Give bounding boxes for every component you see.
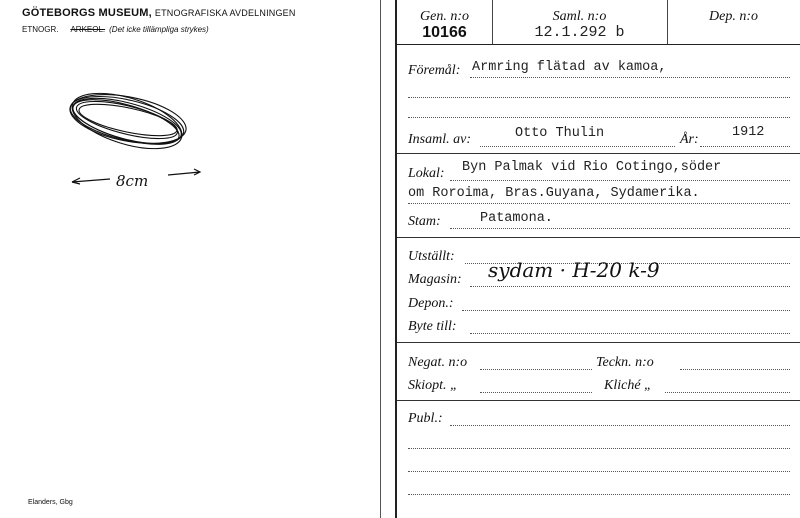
fold-line [380,0,381,518]
scale-label: 8cm [116,172,149,190]
stam-line [450,228,790,229]
gen-label: Gen. n:o [420,9,469,24]
museum-heading [22,7,296,19]
lokal-label: Lokal: [408,166,445,181]
ar-label: År: [680,132,699,147]
teckn-label: Teckn. n:o [596,355,654,370]
foremal-line [470,77,790,78]
ar-value: 1912 [732,125,765,140]
foremal-line-3 [408,117,790,118]
saml-cell [492,0,667,44]
arkeol-label: ARKEOL. [70,25,106,34]
kliche-line [665,392,790,393]
museum-name: GÖTEBORGS MUSEUM, [22,7,152,19]
negat-line [480,369,592,370]
saml-label: Saml. n:o [552,9,607,24]
publ-line-3 [408,471,790,472]
magasin-label: Magasin: [408,272,462,287]
publ-line-4 [408,494,790,495]
skiopt-label: Skiopt. „ [408,378,458,393]
insaml-label: Insaml. av: [408,132,471,147]
publ-label: Publ.: [408,411,443,426]
lokal-line-1: Byn Palmak vid Rio Cotingo,söder [462,160,722,175]
depon-line [462,310,790,311]
department-name: ETNOGRAFISKA AVDELNINGEN [154,8,296,18]
gen-value: 10166 [422,24,467,41]
section-rule [397,237,800,238]
kliche-label: Kliché „ [604,378,652,393]
insaml-value: Otto Thulin [515,126,605,141]
number-header [397,0,800,45]
ar-line [700,146,790,147]
foremal-value: Armring flätad av kamoa, [472,60,667,75]
lokal-dots-1 [450,180,790,181]
strike-note: (Det icke tillämpliga strykes) [109,25,209,34]
foremal-label: Föremål: [408,63,461,78]
printer-imprint: Elanders, Gbg [28,499,73,506]
card-border-line [395,0,397,518]
teckn-line [680,369,790,370]
etnogr-label: ETNOGR. [22,25,59,34]
stam-label: Stam: [408,214,441,229]
stam-value: Patamona. [480,211,553,226]
section-rule [397,153,800,154]
section-rule [397,400,800,401]
magasin-line [470,286,790,287]
foremal-line-2 [408,97,790,98]
depon-label: Depon.: [408,296,454,311]
section-rule [397,342,800,343]
negat-label: Negat. n:o [408,355,468,370]
lokal-dots-2 [408,203,790,204]
gen-cell [397,0,492,44]
dep-cell [667,0,800,44]
insaml-line [480,146,675,147]
byte-line [470,333,790,334]
byte-label: Byte till: [408,319,457,334]
publ-line-2 [408,448,790,449]
dep-label: Dep. n:o [709,9,758,24]
magasin-value: sydam · H-20 k-9 [488,258,660,282]
saml-value: 12.1.292 b [534,24,625,41]
lokal-line-2: om Roroima, Bras.Guyana, Sydamerika. [408,186,700,201]
utstallt-label: Utställt: [408,249,455,264]
publ-line-1 [450,425,790,426]
category-line [22,25,209,34]
skiopt-line [480,392,592,393]
